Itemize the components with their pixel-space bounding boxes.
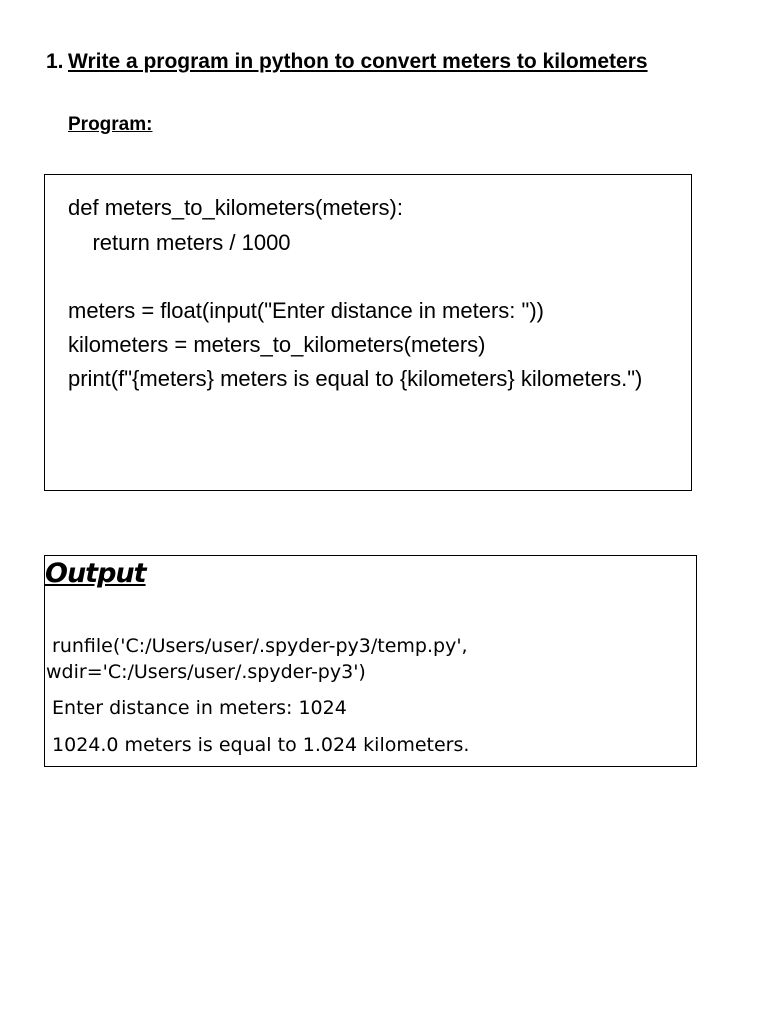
code-line: print(f"{meters} meters is equal to {kilometers} kilometers.") <box>68 366 643 391</box>
output-title: Output <box>45 558 146 589</box>
code-line: kilometers = meters_to_kilometers(meters) <box>68 332 486 357</box>
code-box <box>44 174 692 491</box>
code-line: return meters / 1000 <box>68 230 291 255</box>
output-line: Enter distance in meters: 1024 <box>46 697 347 719</box>
question-text: Write a program in python to convert meters to kilometers <box>68 50 648 73</box>
output-box <box>44 555 697 767</box>
question-number: 1. <box>46 50 64 73</box>
code-line: meters = float(input("Enter distance in meters: ")) <box>68 298 544 323</box>
question-heading <box>46 50 648 74</box>
output-line: runfile('C:/Users/user/.spyder-py3/temp.py', <box>46 635 468 657</box>
code-line: def meters_to_kilometers(meters): <box>68 195 403 220</box>
output-line: 1024.0 meters is equal to 1.024 kilometers. <box>46 734 470 756</box>
output-line: wdir='C:/Users/user/.spyder-py3') <box>46 661 366 683</box>
program-label: Program: <box>68 114 153 135</box>
